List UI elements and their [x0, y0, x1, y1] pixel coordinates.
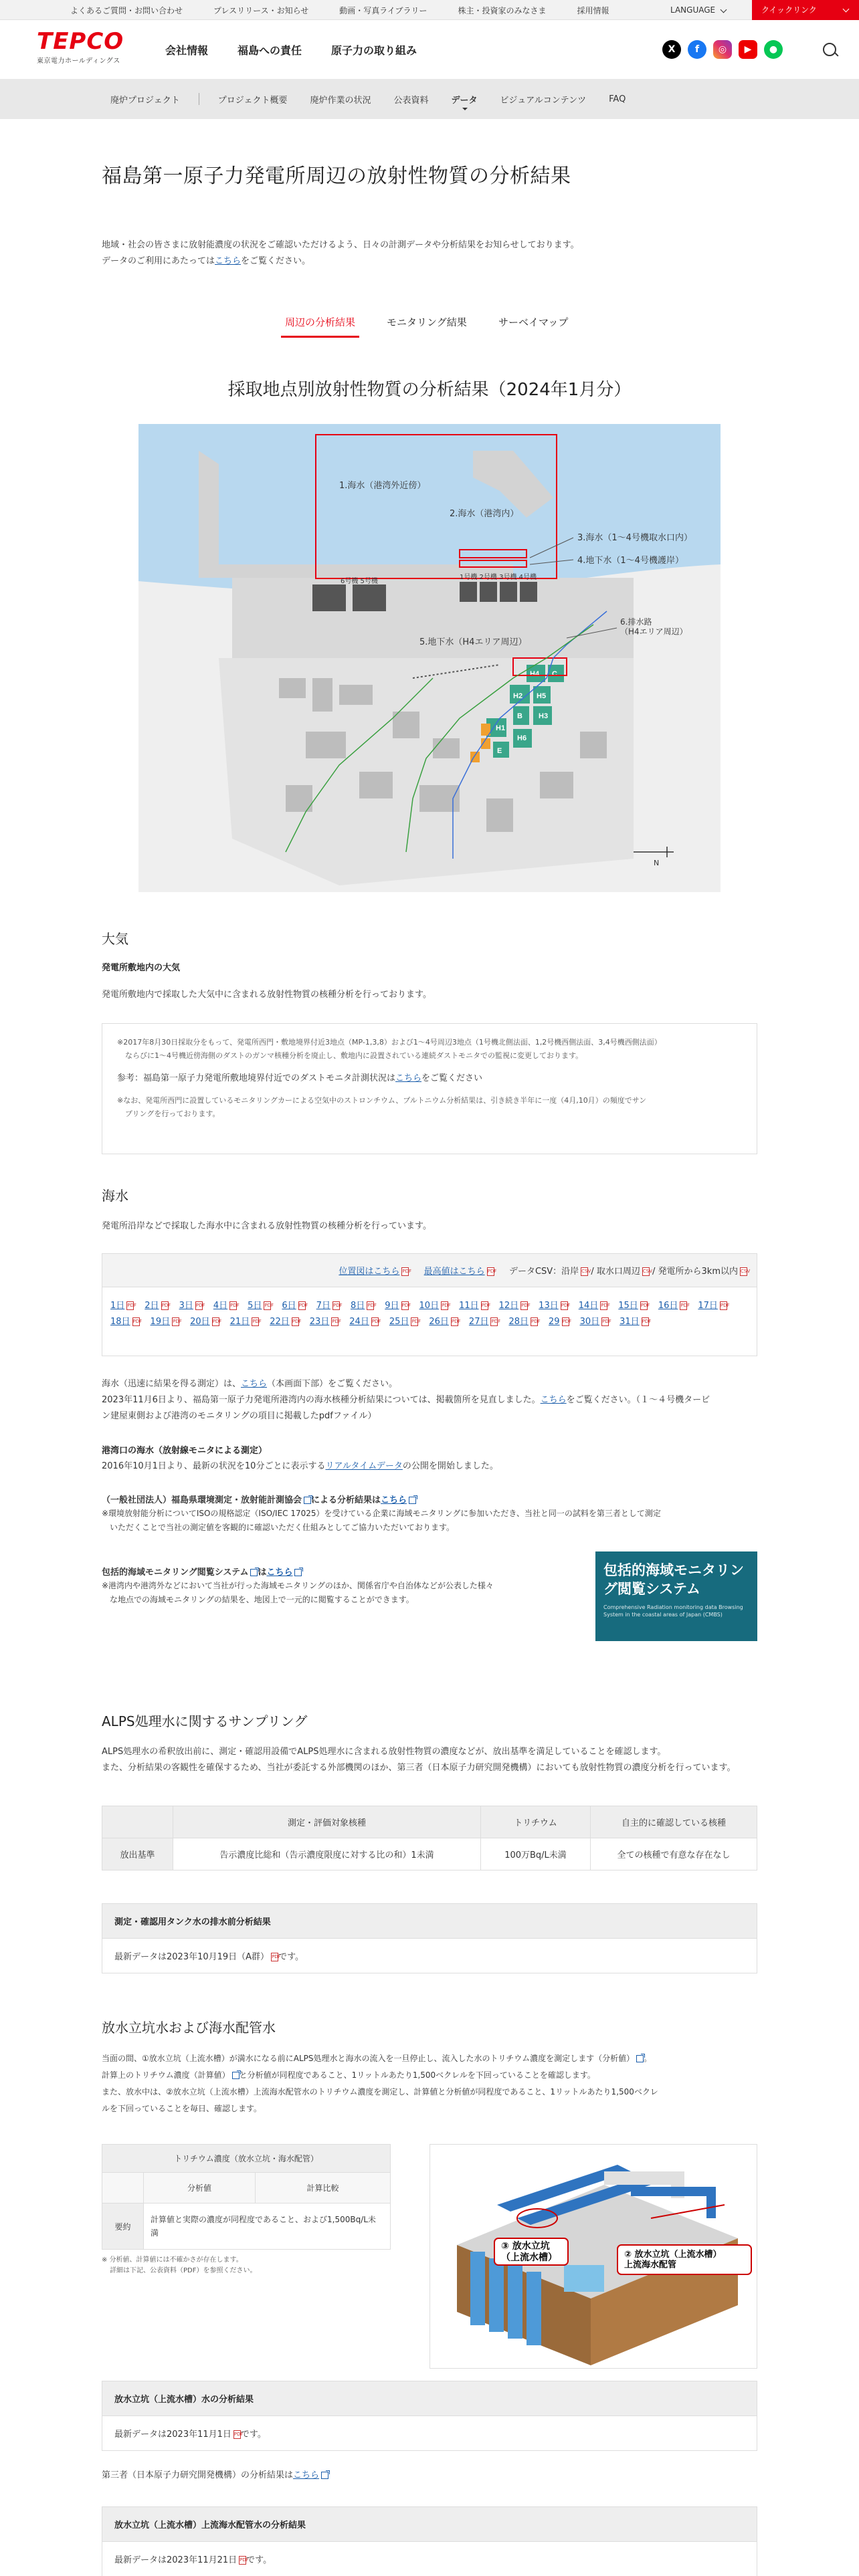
table-header: 計算比較: [255, 2173, 390, 2204]
subnav-overview[interactable]: プロジェクト概要: [217, 95, 288, 106]
subnav-visual[interactable]: ビジュアルコンテンツ: [500, 95, 587, 106]
csms-desc: ※港湾内や港湾外などにおいて当社が行った海域モニタリングのほか、関係省庁や自治体などが公表した様々 な地点での海域モニタリングの結果を、地図上で一元的に閲覧することができます。: [102, 1581, 494, 1604]
day-label[interactable]: 4日: [213, 1301, 228, 1311]
alps-desc-2: また、分析結果の客観性を確保するため、当社が委託する外部機関のほか、第三者（日本原子力研究開発機構）においても放射性物質の濃度分析を行っています。: [102, 1763, 736, 1773]
pipe-analysis-body: 最新データは2023年11月21日 PDFです。: [102, 2542, 757, 2576]
day-result-link[interactable]: [248, 1298, 274, 1314]
alps-section-title: ALPS処理水に関するサンプリング: [102, 1713, 308, 1729]
pdf-icon: PDF: [481, 1301, 488, 1310]
pdf-icon: PDF: [720, 1301, 727, 1310]
day-result-link[interactable]: [349, 1314, 379, 1330]
pdf-icon: PDF: [371, 1317, 379, 1326]
day-label[interactable]: 19日: [150, 1317, 171, 1327]
day-result-link[interactable]: [618, 1298, 648, 1314]
shaft-analysis-body: 最新データは2023年11月1日 PDFです。: [102, 2416, 757, 2451]
day-result-link[interactable]: [310, 1314, 339, 1330]
pdf-icon: PDF: [332, 1301, 340, 1310]
tab-monitoring[interactable]: モニタリング結果: [387, 316, 467, 328]
language-dropdown[interactable]: LANGUAGE: [670, 0, 730, 20]
pdf-icon: PDF: [562, 1317, 569, 1326]
utility-link-recruit[interactable]: 採用情報: [577, 5, 609, 15]
pdf-icon: PDF: [292, 1317, 299, 1326]
day-result-link[interactable]: [419, 1298, 449, 1314]
site-map-svg: [138, 424, 721, 892]
day-result-link[interactable]: [549, 1314, 572, 1330]
table-cell: 告示濃度比総和（告示濃度限度に対する比の和）1未満: [173, 1838, 481, 1870]
sea-section-title: 海水: [102, 1188, 128, 1204]
nav-nuclear[interactable]: 原子力の取り組み: [331, 43, 417, 57]
map-tank-b: B: [517, 712, 522, 720]
day-label[interactable]: 3日: [179, 1301, 193, 1311]
tepco-logo[interactable]: [37, 29, 124, 65]
map-tank-h6: H6: [517, 734, 527, 742]
csv-coastal-link[interactable]: データCSV：沿岸: [508, 1267, 579, 1277]
tritium-table-wrap: [102, 2144, 391, 2276]
day-label[interactable]: 13日: [539, 1301, 559, 1311]
page-title: 福島第一原子力発電所周辺の放射性物質の分析結果: [102, 165, 571, 188]
table-header: 分析値: [144, 2173, 256, 2204]
intro-text: 地域・社会の皆さまに放射能濃度の状況をご確認いただけるよう、日々の計測データや分析結果をお知らせしております。: [102, 240, 579, 250]
sea-link-bar: 位置図はこちら PDF 最高値はこちら PDF データCSV：沿岸 CSV / 取水口周辺 CSV / 発電所から3km以内 CSV: [102, 1254, 757, 1287]
alps-desc-1: ALPS処理水の希釈放出前に、測定・確認用設備でALPS処理水に含まれる放射性物質の濃度などが、放出基準を満足していることを確認します。: [102, 1747, 666, 1757]
day-result-link[interactable]: [468, 1314, 501, 1330]
pdf-icon: PDF: [411, 1317, 418, 1326]
sea-description: 発電所沿岸などで採取した海水中に含まれる放射性物質の核種分析を行っています。: [102, 1221, 432, 1231]
day-label[interactable]: 12日: [498, 1301, 519, 1311]
subnav-documents[interactable]: 公表資料: [393, 95, 429, 106]
utility-link-ir[interactable]: 株主・投資家のみなさま: [458, 5, 547, 15]
note-icon: [636, 2055, 644, 2062]
pdf-icon: PDF: [401, 1267, 409, 1276]
day-result-link[interactable]: [270, 1314, 302, 1330]
day-result-link[interactable]: [580, 1314, 609, 1330]
utility-link-media[interactable]: 動画・写真ライブラリー: [339, 5, 427, 15]
day-label[interactable]: 18日: [110, 1317, 130, 1327]
sea-rapid-note: 海水（迅速に結果を得る測定）は、こちら（本画面下部）をご覧ください。: [102, 1379, 398, 1389]
day-result-link[interactable]: [179, 1298, 203, 1314]
day-label[interactable]: 15日: [618, 1301, 638, 1311]
intro-usage: データのご利用にあたってはこちらをご覧ください。: [102, 256, 311, 266]
day-label[interactable]: 10日: [419, 1301, 440, 1311]
third-party-link[interactable]: こちら: [293, 2470, 320, 2480]
csv-icon: CSV: [581, 1267, 588, 1276]
subnav-status[interactable]: 廃炉作業の状況: [310, 95, 371, 106]
day-label[interactable]: 24日: [349, 1317, 369, 1327]
day-result-link[interactable]: [579, 1298, 608, 1314]
table-cell: [102, 2173, 144, 2204]
day-result-link[interactable]: [110, 1314, 140, 1330]
day-label[interactable]: 23日: [309, 1317, 330, 1327]
day-result-link[interactable]: [282, 1298, 308, 1314]
day-result-link[interactable]: [539, 1298, 571, 1314]
table-row-header: 放出基準: [102, 1838, 173, 1870]
x-icon[interactable]: X: [662, 40, 681, 59]
day-label[interactable]: 5日: [248, 1301, 262, 1311]
tank-analysis-title: 測定・確認用タンク水の排水前分析結果: [102, 1903, 757, 1939]
table-row: [102, 1838, 757, 1870]
table-cell: 全ての核種で有意な存在なし: [591, 1838, 757, 1870]
csms-banner-title: 包括的海域モニタリング閲覧システム: [603, 1562, 744, 1597]
table-header: トリチウム: [481, 1806, 591, 1838]
csms-title: 包括的海域モニタリング閲覧システム はこちら: [102, 1565, 757, 1578]
day-label[interactable]: 7日: [316, 1301, 330, 1311]
table-header: 測定・評価対象核種: [173, 1806, 481, 1838]
pdf-icon: PDF: [561, 1301, 568, 1310]
map-tank-h2: H2: [513, 692, 523, 700]
utility-link-press[interactable]: プレスリリース・お知らせ: [213, 5, 309, 15]
day-result-link[interactable]: [429, 1314, 461, 1330]
table-header-row: [102, 1806, 757, 1838]
day-result-link[interactable]: [230, 1314, 260, 1330]
csv-icon: CSV: [740, 1267, 747, 1276]
day-result-link[interactable]: [350, 1298, 377, 1314]
shaft-diagram: [430, 2144, 757, 2369]
usage-link[interactable]: こちら: [215, 256, 242, 266]
pdf-icon: PDF: [487, 1267, 494, 1276]
port-mouth-desc: 2016年10月1日より、最新の状況を10分ごとに表示するリアルタイムデータの公開を開始しました。: [102, 1461, 498, 1471]
map-label-6: 6.排水路（H4エリア周辺）: [620, 617, 688, 637]
table-header: トリチウム濃度（放水立坑・海水配管）: [102, 2145, 391, 2173]
sampling-location-map: [138, 424, 721, 892]
logo-wordmark: TEPCO: [37, 28, 124, 55]
pdf-icon: PDF: [172, 1317, 179, 1326]
search-icon[interactable]: [822, 41, 839, 59]
air-reference: 参考：福島第一原子力発電所敷地境界付近でのダストモニタ計測状況はこちらをご覧ください: [117, 1073, 483, 1083]
day-result-link[interactable]: [389, 1314, 419, 1330]
sea-change-note-2: ン建屋東側および港湾のモニタリングの項目に掲載したpdfファイル）: [102, 1411, 377, 1421]
map-units-right: 1号機 2号機 3号機 4号機: [460, 574, 537, 581]
pdf-icon: PDF: [271, 1953, 278, 1961]
tank-analysis-latest-link[interactable]: 最新データは2023年10月19日（A群）: [114, 1952, 270, 1962]
pdf-icon: PDF: [229, 1301, 237, 1310]
air-note-2b: プリングを行っております。: [125, 1109, 220, 1118]
map-tank-h5: H5: [537, 692, 547, 700]
release-criteria-table: [102, 1806, 757, 1870]
table-header: [102, 1806, 173, 1838]
csms-link[interactable]: こちら: [266, 1568, 293, 1578]
pdf-icon: PDF: [531, 1317, 538, 1326]
jab-link[interactable]: こちら: [381, 1495, 407, 1505]
csv-intake-link[interactable]: 取水口周辺: [596, 1267, 640, 1277]
day-label[interactable]: 17日: [698, 1301, 718, 1311]
pdf-icon: PDF: [642, 1317, 649, 1326]
sea-data-box: [102, 1253, 757, 1356]
external-link-icon: [304, 1497, 311, 1504]
map-label-2: 2.海水（港湾内）: [450, 509, 519, 519]
day-result-link[interactable]: [316, 1298, 343, 1314]
social-links: [662, 40, 789, 59]
day-label[interactable]: 26日: [429, 1317, 449, 1327]
quick-link-button[interactable]: クイックリンク: [752, 0, 859, 20]
air-note-1: ※2017年8月30日採取分をもって、発電所西門・敷地境界付近3地点（MP-1,3,8）および1～4号周辺3地点（1号機北側法面、1,2号機西側法面、3,4号機西側法面）: [117, 1038, 662, 1047]
day-result-link[interactable]: [459, 1298, 491, 1314]
location-map-link[interactable]: 位置図はこちら: [339, 1267, 400, 1277]
day-result-link[interactable]: [145, 1298, 171, 1314]
table-header: 自主的に確認している核種: [591, 1806, 757, 1838]
facebook-icon[interactable]: f: [688, 40, 706, 59]
daily-results-list: [102, 1287, 757, 1330]
air-note-1b: ならびに1～4号機近傍海側のダストのガンマ核種分析を廃止し、敷地内に設置されている連続ダストモニタでの監視に変更しております。: [125, 1051, 583, 1060]
pdf-icon: PDF: [132, 1317, 140, 1326]
csms-banner-subtitle: Comprehensive Radiation monitoring data Browsing System in the coastal areas of Japan (CMBS): [603, 1604, 743, 1618]
dust-monitor-link[interactable]: こちら: [395, 1073, 422, 1083]
shaft-latest-link[interactable]: 最新データは2023年11月1日: [114, 2430, 231, 2440]
day-label[interactable]: 28日: [508, 1317, 529, 1327]
shaft-analysis-title: 放水立坑（上流水槽）水の分析結果: [102, 2381, 757, 2416]
day-result-link[interactable]: [110, 1298, 134, 1314]
vertical-shaft-title: 放水立坑水および海水配管水: [102, 2020, 276, 2036]
table-cell: 計算値と実際の濃度が同程度であること、および1,500Bq/L未満: [144, 2204, 391, 2250]
jab-title: （一般社団法人）福島県環境測定・放射能計測協会 による分析結果はこちら: [102, 1493, 757, 1505]
day-label[interactable]: 27日: [468, 1317, 489, 1327]
note-icon: [232, 2072, 240, 2079]
day-label[interactable]: 2日: [145, 1301, 159, 1311]
day-label[interactable]: 22日: [270, 1317, 290, 1327]
shaft-diagram-svg: [430, 2145, 757, 2369]
day-label[interactable]: 25日: [389, 1317, 409, 1327]
day-label[interactable]: 14日: [578, 1301, 599, 1311]
day-result-link[interactable]: [658, 1298, 688, 1314]
tab-survey-map[interactable]: サーベイマップ: [498, 316, 569, 328]
table-row-header: 要約: [102, 2204, 144, 2250]
vertical-shaft-desc: 当面の間、①放水立坑（上流水槽）が満水になる前にALPS処理水と海水の流入を一旦停止し、流入した水のトリチウム濃度を測定します（分析値） 。 計算上のトリチウム濃度（計算値） と分析値が同程度であること、1リットルあたり1,500ベクレルを下回っていることを確認します。 また、放水中は、②放水立坑（上流水槽）上流海水配管水のトリチウム濃度を測定し、計算値と分析値が同程度であること、1リットルあたり1,500ベクレ ルを下回っていることを毎日、確認します。: [102, 2054, 658, 2113]
day-label[interactable]: 6日: [282, 1301, 296, 1311]
day-label[interactable]: 8日: [350, 1301, 365, 1311]
tab-surrounding-analysis[interactable]: 周辺の分析結果: [281, 315, 359, 338]
day-label[interactable]: 31日: [619, 1317, 640, 1327]
sub-navigation: [0, 79, 859, 119]
pdf-icon: PDF: [680, 1301, 687, 1310]
day-label[interactable]: 9日: [385, 1301, 399, 1311]
map-tank-c: C: [552, 670, 557, 678]
map-label-4: 4.地下水（1～4号機護岸）: [577, 556, 684, 566]
pipe-latest-link[interactable]: 最新データは2023年11月21日: [114, 2555, 237, 2565]
youtube-icon[interactable]: ▶: [739, 40, 757, 59]
tank-analysis-body: 最新データは2023年10月19日（A群） PDFです。: [102, 1939, 757, 1973]
pdf-icon: PDF: [451, 1317, 458, 1326]
day-label[interactable]: 16日: [658, 1301, 678, 1311]
pdf-icon: PDF: [441, 1301, 448, 1310]
nav-company[interactable]: 会社情報: [165, 43, 209, 57]
map-tank-h3: H3: [539, 712, 549, 720]
third-party-note: 第三者（日本原子力研究開発機構）の分析結果はこちら: [102, 2468, 757, 2484]
utility-links: [70, 0, 640, 20]
day-label[interactable]: 30日: [579, 1317, 600, 1327]
map-label-3: 3.海水（1～4号機取水口内）: [577, 533, 692, 543]
subnav-decommission[interactable]: 廃炉プロジェクト: [110, 95, 180, 106]
day-result-link[interactable]: [213, 1298, 240, 1314]
map-compass-north: N: [654, 859, 660, 867]
air-subtitle: 発電所敷地内の大気: [102, 963, 181, 973]
map-tank-h1: H1: [496, 724, 506, 732]
content-tabs: [0, 315, 859, 339]
table-cell: 100万Bq/L未満: [481, 1838, 591, 1870]
jab-desc: ※環境放射能分析についてISOの規格認定（ISO/IEC 17025）を受けている企業に海域モニタリングに参加いただき、当社と同一の試料を第三者として測定 いただくことで当社の測定値を客観的に確認いただく仕組みとしてご協力いただいております。: [102, 1509, 661, 1532]
pdf-icon: PDF: [367, 1301, 374, 1310]
max-value-link[interactable]: 最高値はこちら: [423, 1267, 485, 1277]
day-label[interactable]: 29: [549, 1317, 560, 1327]
diagram-label-shaft: ③ 放水立坑（上流水槽）: [501, 2241, 557, 2263]
day-result-link[interactable]: [190, 1314, 222, 1330]
air-note-box: [102, 1023, 757, 1154]
day-result-link[interactable]: [151, 1314, 180, 1330]
subnav-faq[interactable]: FAQ: [609, 94, 626, 104]
air-description: 発電所敷地内で採取した大気中に含まれる放射性物質の核種分析を行っております。: [102, 990, 432, 1000]
rapid-measure-link[interactable]: こちら: [241, 1379, 268, 1389]
csv-icon: CSV: [642, 1267, 650, 1276]
map-label-5: 5.地下水（H4エリア周辺）: [419, 637, 527, 647]
csms-banner[interactable]: [595, 1551, 757, 1641]
utility-link-faq[interactable]: よくあるご質問・お問い合わせ: [70, 5, 183, 15]
pdf-icon: PDF: [600, 1301, 607, 1310]
pdf-icon: PDF: [401, 1301, 409, 1310]
subnav-data[interactable]: データ: [452, 93, 478, 106]
instagram-icon[interactable]: ◎: [713, 40, 732, 59]
day-label[interactable]: 20日: [190, 1317, 210, 1327]
day-label[interactable]: 21日: [229, 1317, 250, 1327]
air-note-2: ※なお、発電所西門に設置しているモニタリングカーによる空気中のストロンチウム、プルトニウム分析結果は、引き続き半年に一度（4月,10月）の頻度でサン: [117, 1096, 647, 1105]
pdf-icon: PDF: [490, 1317, 498, 1326]
pdf-icon: PDF: [298, 1301, 306, 1310]
realtime-data-link[interactable]: リアルタイムデータ: [325, 1461, 403, 1471]
day-result-link[interactable]: [619, 1314, 652, 1330]
tritium-note: ※ 分析値、計算値には不確かさが存在します。 詳細は下記、公表資料（PDF）を参照ください。: [102, 2256, 257, 2274]
external-link-icon: [250, 1569, 258, 1576]
pdf-icon: PDF: [601, 1317, 609, 1326]
line-icon[interactable]: ●: [764, 40, 783, 59]
port-change-link[interactable]: こちら: [540, 1395, 567, 1405]
sea-change-note: 2023年11月6日より、福島第一原子力発電所港湾内の海水核種分析結果については、掲載箇所を見直しました。こちらをご覧ください。（１～４号機タービ: [102, 1395, 710, 1405]
site-header: [0, 20, 859, 79]
nav-fukushima[interactable]: 福島への責任: [237, 43, 302, 57]
pdf-icon: PDF: [161, 1301, 169, 1310]
pipe-analysis-title: 放水立坑（上流水槽）上流海水配管水の分析結果: [102, 2506, 757, 2542]
day-result-link[interactable]: [385, 1298, 411, 1314]
diagram-label-pipe: ② 放水立坑（上流水槽）上流海水配管: [624, 2250, 722, 2270]
pdf-icon: PDF: [233, 2430, 241, 2439]
day-result-link[interactable]: [508, 1314, 541, 1330]
port-mouth-title: 港湾口の海水（放射線モニタによる測定）: [102, 1446, 268, 1456]
utility-bar: [0, 0, 859, 20]
global-nav: [165, 20, 446, 79]
pdf-icon: PDF: [331, 1317, 339, 1326]
day-result-link[interactable]: [698, 1298, 730, 1314]
pdf-icon: PDF: [640, 1301, 648, 1310]
external-link-icon: [294, 1569, 302, 1576]
external-link-icon: [409, 1497, 416, 1504]
content-title: 採取地点別放射性物質の分析結果（2024年1月分）: [227, 380, 632, 400]
pdf-icon: PDF: [126, 1301, 134, 1310]
map-label-1: 1.海水（港湾外近傍）: [339, 481, 426, 491]
pdf-icon: PDF: [195, 1301, 203, 1310]
map-units-left: 6号機 5号機: [341, 578, 378, 585]
map-tank-e: E: [497, 747, 502, 755]
csv-3km-link[interactable]: 発電所から3km以内: [658, 1267, 738, 1277]
pdf-icon: PDF: [239, 2556, 246, 2565]
logo-subtitle: 東京電力ホールディングス: [37, 58, 120, 65]
pdf-icon: PDF: [520, 1301, 528, 1310]
tritium-table: [102, 2144, 391, 2250]
pdf-icon: PDF: [264, 1301, 271, 1310]
day-label[interactable]: 11日: [459, 1301, 479, 1311]
external-link-icon: [321, 2472, 328, 2479]
air-section-title: 大気: [102, 931, 128, 947]
pdf-icon: PDF: [252, 1317, 259, 1326]
day-result-link[interactable]: [499, 1298, 529, 1314]
pdf-icon: PDF: [212, 1317, 219, 1326]
day-label[interactable]: 1日: [110, 1301, 125, 1311]
map-tank-h4: H4: [530, 670, 540, 678]
